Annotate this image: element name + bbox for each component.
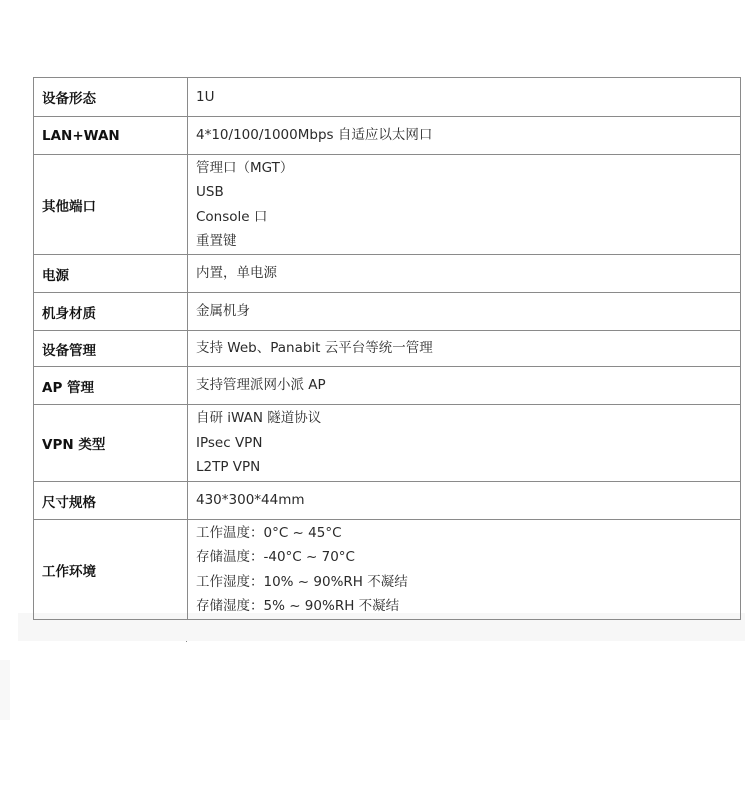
spec-value (188, 293, 741, 331)
spec-value (188, 405, 741, 482)
spec-value-line: 工作湿度：10% ~ 90%RH 不凝结 (196, 573, 408, 590)
spec-value-line: 自研 iWAN 隧道协议 (196, 410, 322, 427)
spec-value-line: 430*300*44mm (196, 492, 305, 509)
spec-value-line: 存储温度：-40°C ~ 70°C (196, 549, 355, 565)
table-row (34, 155, 741, 255)
spec-label: 工作环境 (34, 520, 188, 620)
spec-value-line: 内置，单电源 (196, 265, 277, 282)
spec-value-line: 金属机身 (196, 303, 250, 320)
spec-label: 其他端口 (34, 155, 188, 255)
spec-value (188, 255, 741, 293)
spec-value (188, 367, 741, 405)
spec-label: 机身材质 (34, 293, 188, 331)
table-row (34, 255, 741, 293)
table-row (34, 367, 741, 405)
spec-value-line: 支持 Web、Panabit 云平台等统一管理 (196, 340, 433, 357)
spec-value (188, 155, 741, 255)
spec-value (188, 520, 741, 620)
left-edge-shade (0, 660, 10, 720)
spec-value-line: 存储湿度：5% ~ 90%RH 不凝结 (196, 598, 400, 614)
spec-value-line: 管理口（MGT） (196, 159, 294, 176)
spec-label: VPN 类型 (34, 405, 188, 482)
spec-label: LAN+WAN (34, 117, 188, 155)
spec-value-line: 工作温度：0°C ~ 45°C (196, 524, 342, 541)
table-row (34, 331, 741, 367)
spec-value-line: 4*10/100/1000Mbps 自适应以太网口 (196, 127, 433, 144)
table-row (34, 482, 741, 520)
spec-value-line: IPsec VPN (196, 434, 263, 451)
spec-label: AP 管理 (34, 367, 188, 405)
table-row (34, 293, 741, 331)
spec-value-line: L2TP VPN (196, 459, 261, 476)
spec-value-line: Console 口 (196, 208, 268, 225)
spec-value-line: 1U (196, 88, 215, 105)
spec-label: 电源 (34, 255, 188, 293)
spec-value (188, 117, 741, 155)
table-row (34, 405, 741, 482)
spec-label: 尺寸规格 (34, 482, 188, 520)
spec-value-line: USB (196, 184, 224, 200)
spec-value (188, 78, 741, 117)
table-row (34, 117, 741, 155)
spec-value (188, 482, 741, 520)
table-row (34, 520, 741, 620)
spec-value-line: 支持管理派网小派 AP (196, 377, 326, 394)
spec-value (188, 331, 741, 367)
spec-label: 设备形态 (34, 78, 188, 117)
spec-value-line: 重置键 (196, 233, 237, 249)
table-row (34, 78, 741, 117)
stray-dot (186, 641, 187, 642)
spec-label: 设备管理 (34, 331, 188, 367)
spec-table (33, 77, 741, 620)
